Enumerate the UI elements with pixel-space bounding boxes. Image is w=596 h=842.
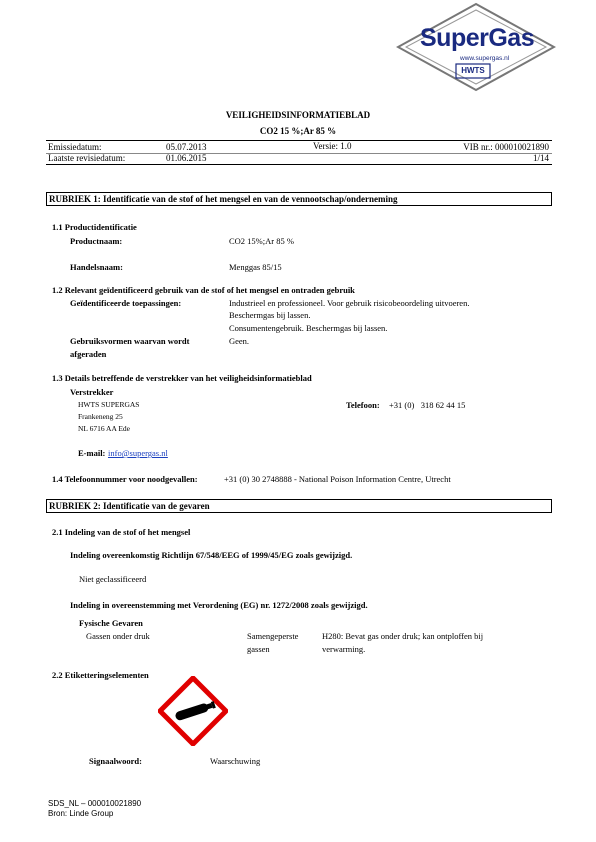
niet-geclassificeerd: Niet geclassificeerd [79, 574, 147, 584]
footer-sds: SDS_NL – 000010021890 [48, 799, 142, 808]
richtlijn-heading: Indeling overeenkomstig Richtlijn 67/548/EEG of 1999/45/EG zoals gewijzigd. [70, 550, 353, 560]
address-line: NL 6716 AA Ede [78, 424, 131, 433]
revision-label: Laatste revisiedatum: [48, 153, 126, 163]
section-2-header [46, 499, 552, 513]
toepassingen-line: Industrieel en professioneel. Voor gebruik risicobeoordeling uitvoeren. [229, 298, 470, 308]
section-1-header [46, 192, 552, 206]
signaalwoord-label: Signaalwoord: [89, 756, 142, 766]
page-number: 1/14 [532, 153, 549, 163]
toepassingen-label: Geïdentificeerde toepassingen: [70, 298, 182, 308]
hazard-statement-2: verwarming. [322, 644, 366, 654]
address-line: Frankeneng 25 [78, 412, 123, 421]
section-2-2-title: 2.2 Etiketteringselementen [52, 670, 149, 680]
supergas-logo [396, 2, 556, 92]
section-1-4-label: 1.4 Telefoonnummer voor noodgevallen: [52, 474, 198, 484]
section-2-title: RUBRIEK 2: Identificatie van de gevaren [49, 501, 210, 511]
verordening-heading: Indeling in overeenstemming met Verordening (EG) nr. 1272/2008 zoals gewijzigd. [70, 600, 368, 610]
footer-source: Bron: Linde Group [48, 809, 114, 818]
productnaam-value: CO2 15%;Ar 85 % [229, 236, 294, 246]
ontraden-label-2: afgeraden [70, 349, 107, 359]
toepassingen-line: Consumentengebruik. Beschermgas bij lassen. [229, 323, 388, 333]
version: Versie: 1.0 [313, 141, 352, 151]
ontraden-label: Gebruiksvormen waarvan wordt [70, 336, 190, 346]
gas-cylinder-hazard-icon [158, 676, 228, 746]
verstrekker-label: Verstrekker [70, 387, 114, 397]
address-line: HWTS SUPERGAS [78, 400, 140, 409]
revision-date: 01.06.2015 [166, 153, 207, 163]
gas-category: Samengeperste [247, 631, 299, 641]
productnaam-label: Productnaam: [70, 236, 123, 246]
logo-badge: HWTS [461, 66, 485, 75]
gas-category-2: gassen [247, 644, 270, 654]
section-1-2-title: 1.2 Relevant geïdentificeerd gebruik van de stof of het mengsel en ontraden gebruik [52, 285, 355, 295]
telefoon-label: Telefoon: [346, 400, 380, 410]
email-link[interactable]: info@supergas.nl [108, 448, 168, 458]
emission-date: 05.07.2013 [166, 142, 207, 152]
handelsnaam-label: Handelsnaam: [70, 262, 123, 272]
section-2-1-title: 2.1 Indeling van de stof of het mengsel [52, 527, 191, 537]
fysische-gevaren-label: Fysische Gevaren [79, 618, 143, 628]
telefoon-value: +31 (0) 318 62 44 15 [389, 400, 466, 410]
ontraden-value: Geen. [229, 336, 250, 346]
vib-number: VIB nr.: 000010021890 [463, 142, 549, 152]
section-1-1-title: 1.1 Productidentificatie [52, 222, 137, 232]
signaalwoord-value: Waarschuwing [210, 756, 261, 766]
section-1-title: RUBRIEK 1: Identificatie van de stof of het mengsel en van de vennootschap/onderneming [49, 194, 398, 204]
email-label: E-mail: [78, 448, 106, 458]
hazard-statement: H280: Bevat gas onder druk; kan ontploffen bij [322, 631, 484, 641]
section-1-4-value: +31 (0) 30 2748888 - National Poison Information Centre, Utrecht [224, 474, 451, 484]
logo-brand: SuperGas [420, 24, 535, 52]
logo-url: www.supergas.nl [460, 55, 510, 62]
toepassingen-line: Beschermgas bij lassen. [229, 310, 311, 320]
document-subtitle: CO2 15 %;Ar 85 % [259, 126, 337, 136]
section-1-3-title: 1.3 Details betreffende de verstrekker van het veiligheidsinformatieblad [52, 373, 312, 383]
gas-label: Gassen onder druk [86, 631, 150, 641]
emission-label: Emissiedatum: [48, 142, 102, 152]
document-title: VEILIGHEIDSINFORMATIEBLAD [225, 110, 371, 120]
handelsnaam-value: Menggas 85/15 [229, 262, 282, 272]
